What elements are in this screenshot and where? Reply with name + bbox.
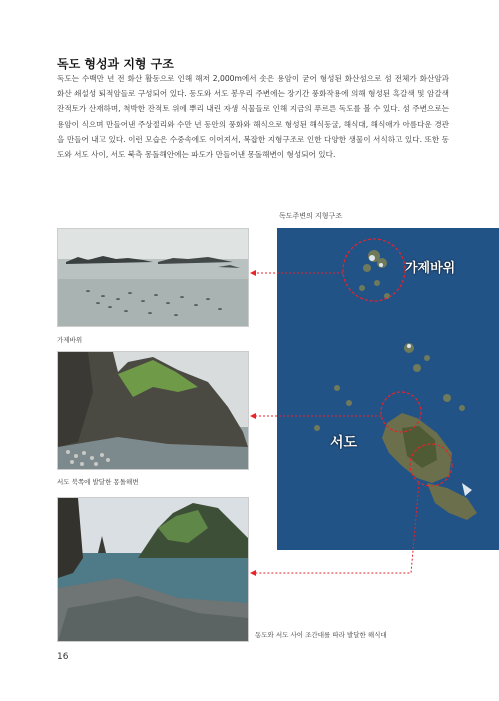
photo-wave-cut-platform bbox=[57, 497, 249, 642]
photo-gaje-rock bbox=[57, 228, 249, 327]
caption-gaje-rock: 가제바위 bbox=[57, 336, 83, 344]
satellite-map bbox=[277, 228, 499, 550]
label-gaje-rock: 가제바위 bbox=[405, 261, 456, 276]
caption-wave-cut-platform: 동도와 서도 사이 조간대를 따라 발달한 해식대 bbox=[255, 631, 387, 639]
caption-pebble-beach: 서도 북쪽에 발달한 몽돌해변 bbox=[57, 478, 139, 486]
map-title: 독도주변의 지형구조 bbox=[279, 212, 343, 220]
page-number: 16 bbox=[57, 652, 69, 662]
label-seodo: 서도 bbox=[330, 435, 358, 451]
section-title: 독도 형성과 지형 구조 bbox=[57, 57, 174, 71]
section-body: 독도는 수백만 년 전 화산 활동으로 인해 해저 2,000m에서 솟은 용암이 굳어 형성된 화산섬으로 섬 전체가 화산암과 화산 쇄설성 퇴적암들로 구성되어 있다. 동도와 서도 봉우리 주변에는 장기간 풍화작용에 의해 형성된 흑갈색 및 암갈색 잔적토가 산재하며, 척박한 잔적토 위에 뿌리 내린 자생 식물들로 인해 지금의 푸르른 독도를 볼 수 있다. 섬 주변으로는 용암이 식으며 만들어낸 주상절리와 수만 년 동안의 풍화와 해식으로 형성된 해식동굴, 해식대, 해식애가 아름다운 경관을 만들어 내고 있다. 이런 모습은 수중속에도 이어져서, 복잡한 지형구조로 인한 다양한 생물이 서식하고 있다. 또한 동도와 서도 사이, 서도 북측 몽돌해안에는 파도가 만들어낸 몽돌해변이 형성되어 있다. bbox=[57, 74, 449, 160]
photo-pebble-beach bbox=[57, 351, 249, 470]
